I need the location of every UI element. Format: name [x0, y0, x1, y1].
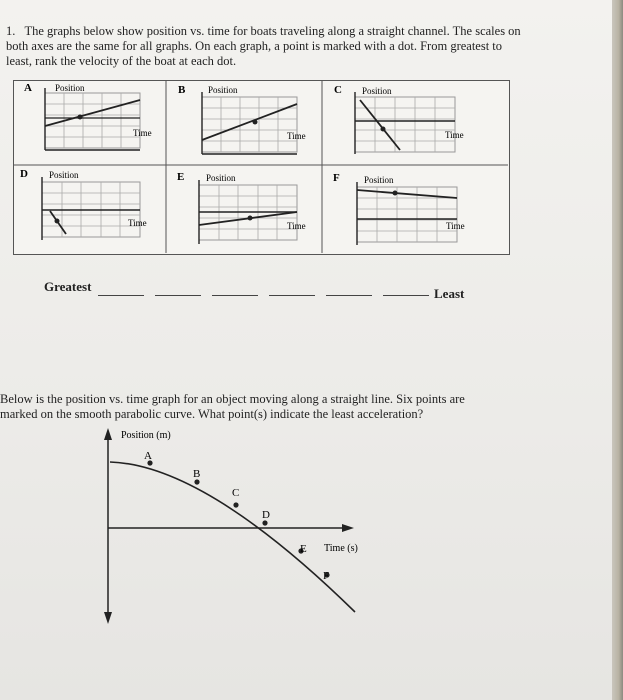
graph-d-letter: D [20, 168, 28, 180]
point-b [194, 479, 199, 484]
point-c [233, 502, 238, 507]
question-2-line-2: marked on the smooth parabolic curve. What point(s) indicate the least acceleration? [0, 407, 424, 421]
graph-f-xlabel: Time [446, 221, 465, 231]
graph-c-letter: C [334, 84, 342, 96]
point-d-label: D [262, 509, 270, 521]
graph-f-letter: F [333, 172, 340, 184]
graph-e-xlabel: Time [287, 221, 306, 231]
graph-d-xlabel: Time [128, 218, 147, 228]
graph-a-letter: A [24, 82, 32, 94]
q2-xlabel: Time (s) [324, 543, 358, 554]
question-1-body: The graphs below show position vs. time for boats traveling along a straight channel. The scales on both axes are the same for all graphs. On each graph, a point is marked with a dot. From greatest to least, rank the velocity of the boat at each dot. [6, 24, 521, 68]
point-f-label: F [323, 570, 330, 582]
graph-c-ylabel: Position [362, 86, 392, 96]
graph-f-ylabel: Position [364, 175, 394, 185]
least-label: Least [434, 286, 465, 301]
point-b-label: B [193, 468, 201, 480]
point-a-label: A [144, 450, 152, 462]
graph-b-xlabel: Time [287, 131, 306, 141]
graph-d-ylabel: Position [49, 170, 79, 180]
graph-b-letter: B [178, 84, 186, 96]
graph-c-xlabel: Time [445, 130, 464, 140]
q2-ylabel: Position (m) [121, 430, 171, 441]
graph-e-letter: E [177, 171, 185, 183]
point-e-label: E [300, 543, 307, 555]
graph-a-ylabel: Position [55, 83, 85, 93]
parabolic-curve [110, 462, 355, 612]
question-1-number: 1. [6, 24, 16, 38]
greatest-label: Greatest [44, 279, 92, 294]
graph-a-xlabel: Time [133, 128, 152, 138]
point-c-label: C [232, 487, 240, 499]
question-2-line-1: Below is the position vs. time graph for an object moving along a straight line. Six points are [0, 392, 465, 406]
point-d [262, 520, 267, 525]
graph-e-ylabel: Position [206, 173, 236, 183]
graph-b-ylabel: Position [208, 85, 238, 95]
